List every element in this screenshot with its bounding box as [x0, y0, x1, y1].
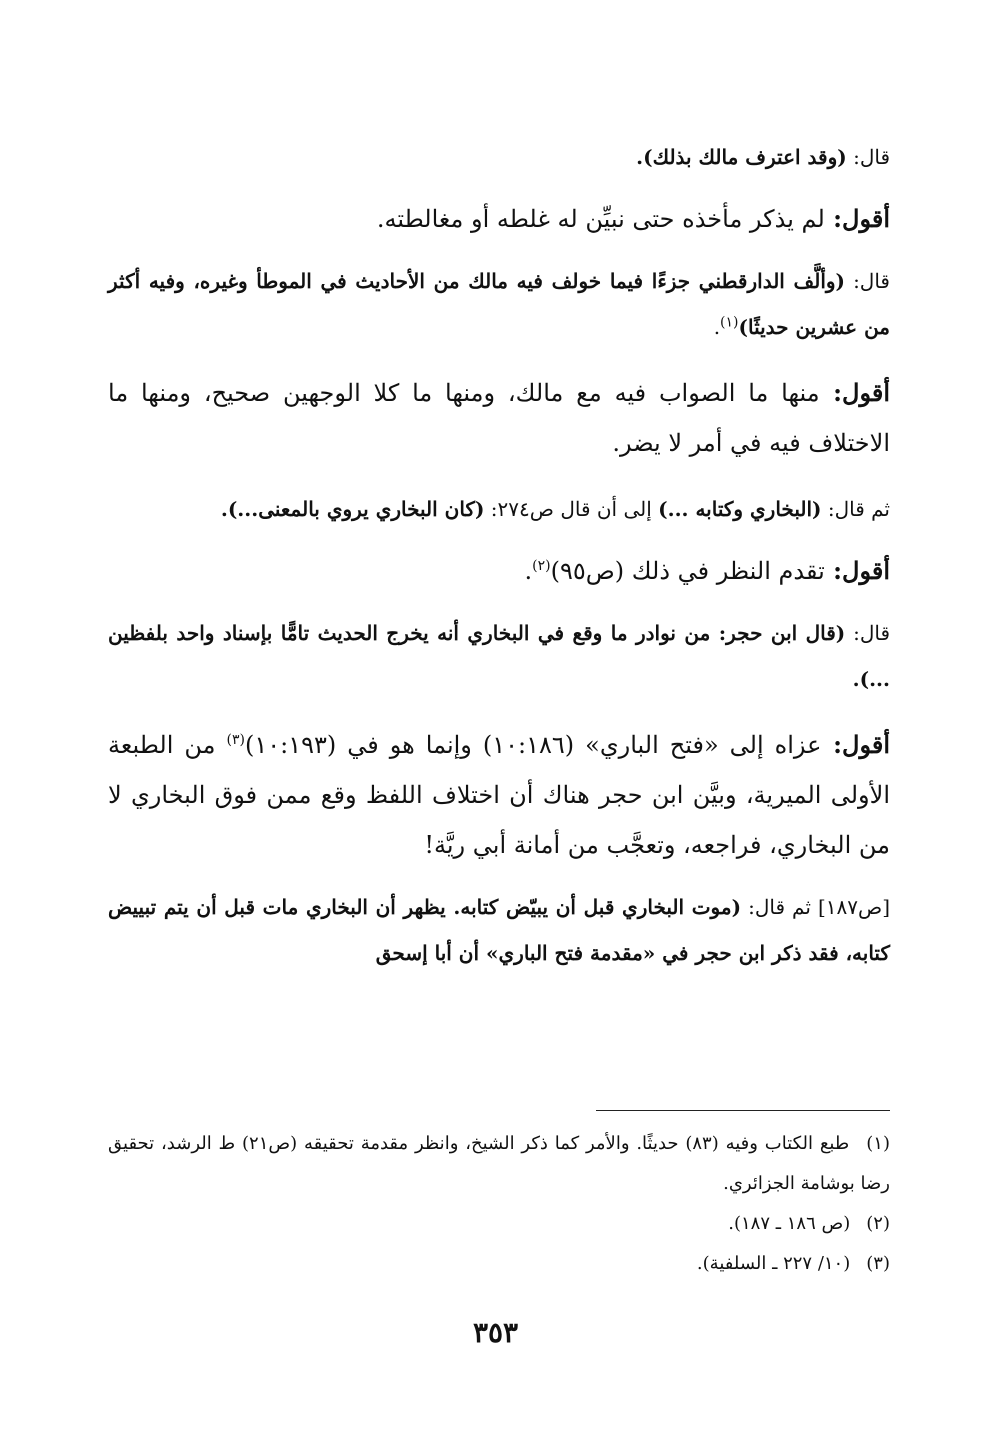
reply-text: منها ما الصواب فيه مع مالك، ومنها ما كلا الوجهين صحيح، ومنها ما الاختلاف فيه في أمر لا يضر.	[108, 379, 890, 457]
page-body	[108, 134, 890, 976]
quote-text: (وقد اعترف مالك بذلك).	[636, 145, 847, 169]
footnotes	[108, 1124, 890, 1284]
footnote-ref[interactable]: (٣)	[226, 732, 245, 748]
reply-text: تقدم النظر في ذلك (ص٩٥)	[550, 557, 825, 585]
reply-text: لم يذكر مأخذه حتى نبيِّن له غلطه أو مغالطته.	[376, 205, 825, 233]
footnote-number: (٢)	[866, 1213, 890, 1234]
quote-paragraph	[108, 134, 890, 180]
reply-lead: أقول:	[821, 730, 890, 759]
quote-tail: .	[713, 315, 721, 339]
footnote-divider	[596, 1110, 890, 1111]
quote-text: (قال ابن حجر: من نوادر ما وقع في البخاري أنه يخرج الحديث تامًّا بإسناد واحد بلفظين ...).	[108, 621, 890, 691]
reply-paragraph	[108, 546, 890, 596]
footnote-text: (ص ١٨٦ ـ ١٨٧).	[728, 1213, 851, 1234]
footnote	[108, 1204, 890, 1244]
quote-lead: قال:	[846, 145, 890, 169]
reply-paragraph	[108, 368, 890, 468]
footnote-number: (٣)	[866, 1253, 890, 1274]
quote-paragraph	[108, 610, 890, 702]
reply-paragraph	[108, 194, 890, 244]
footnote-text: (١٠/ ٢٢٧ ـ السلفية).	[696, 1253, 851, 1274]
quote-lead: قال:	[845, 621, 890, 645]
reply-tail: .	[524, 557, 533, 585]
reply-lead: أقول:	[824, 556, 890, 585]
quote-lead: قال:	[845, 269, 890, 293]
quote-paragraph	[108, 884, 890, 976]
quote-paragraph	[108, 486, 890, 532]
reply-lead: أقول:	[819, 378, 890, 407]
page-number: ٣٥٣	[472, 1316, 519, 1349]
quote-text: (موت البخاري قبل أن يبيّض كتابه. يظهر أن البخاري مات قبل أن يتم تبييض كتابه، فقد ذكر ابن حجر في «مقدمة فتح الباري» أن أبا إسحق	[108, 895, 890, 965]
quote-middle: إلى أن قال ص٢٧٤:	[484, 497, 659, 521]
quote-lead: ثم قال:	[821, 497, 890, 521]
reply-tail: من الطبعة الأولى الميرية، وبيَّن ابن حجر هناك أن اختلاف اللفظ وقع ممن فوق البخاري لا من البخاري، فراجعه، وتعجَّب من أمانة أبي ريَّة!	[108, 731, 890, 859]
reply-text: عزاه إلى «فتح الباري» (١٠:١٨٦) وإنما هو في (١٠:١٩٣)	[244, 731, 822, 759]
footnote-number: (١)	[866, 1133, 890, 1154]
footnote-ref[interactable]: (١)	[720, 314, 739, 331]
quote-text: (وألَّف الدارقطني جزءًا فيما خولف فيه مالك من الأحاديث في الموطأ وغيره، وفيه أكثر من عشرين حديثًا)	[108, 269, 890, 339]
reply-lead: أقول:	[824, 204, 890, 233]
quote-text: (البخاري وكتابه ...)	[658, 497, 822, 521]
quote-lead: [ص١٨٧] ثم قال:	[741, 895, 890, 919]
quote-text-2: (كان البخاري يروي بالمعنى...).	[220, 497, 485, 521]
quote-paragraph	[108, 258, 890, 350]
footnote	[108, 1124, 890, 1204]
footnote-ref[interactable]: (٢)	[532, 558, 551, 574]
footnote-text: طبع الكتاب وفيه (٨٣) حديثًا. والأمر كما ذكر الشيخ، وانظر مقدمة تحقيقه (ص٢١) ط الرشد، تحقيق رضا بوشامة الجزائري.	[108, 1133, 890, 1194]
reply-paragraph	[108, 720, 890, 870]
footnote	[108, 1244, 890, 1284]
